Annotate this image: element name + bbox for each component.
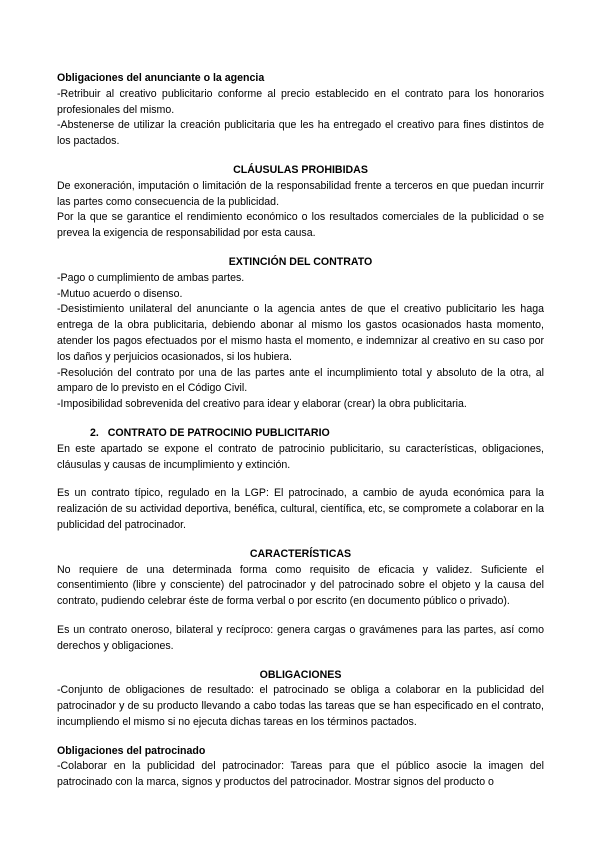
paragraph-exoneracion: De exoneración, imputación o limitación de la responsabilidad frente a terceros en que puedan incurrir las partes como consecuencia de la publicidad.: [57, 179, 544, 208]
heading-section-2: [57, 426, 544, 442]
heading-obligaciones: OBLIGACIONES: [259, 668, 342, 681]
list-item-imposibilidad: -Imposibilidad sobrevenida del creativo para idear y elaborar (crear) la obra publicitaria.: [57, 398, 467, 411]
paragraph-retribuir: -Retribuir al creativo publicitario conforme al precio establecido en el contrato para los honorarios profesionales del mismo.: [57, 87, 544, 116]
list-item-mutuo: -Mutuo acuerdo o disenso.: [57, 287, 183, 300]
section-number: 2.: [90, 426, 99, 439]
paragraph-resultado: -Conjunto de obligaciones de resultado: el patrocinado se obliga a colaborar en la publicidad del patrocinador y de su producto llevando a cabo todas las tareas que se han especificado en el contrato, incumpliendo el mismo si no ejecuta dichas tareas en los términos pactados.: [57, 684, 544, 728]
paragraph-rendimiento: Por la que se garantice el rendimiento económico o los resultados comerciales de la publicidad o se prevea la exigencia de responsabilidad por esta causa.: [57, 211, 544, 240]
paragraph-colaborar: -Colaborar en la publicidad del patrocinador: Tareas para que el público asocie la imagen del patrocinado con la marca, signos y productos del patrocinador. Mostrar signos del producto o: [57, 760, 544, 789]
heading-extincion: EXTINCIÓN DEL CONTRATO: [228, 255, 373, 268]
paragraph-definition: Es un contrato típico, regulado en la LGP: El patrocinado, a cambio de ayuda económica para la realización de su actividad deportiva, benéfica, cultural, científica, etc, se compromete a colaborar en la publicidad del patrocinador.: [57, 487, 544, 531]
paragraph-forma: No requiere de una determinada forma como requisito de eficacia y validez. Suficiente el consentimiento (libre y consciente) del patrocinador y del patrocinado sobre el objeto y la causa del contrato, pudiendo celebrar éste de forma verbal o por escrito (en documento público o privado).: [57, 563, 544, 608]
list-item-pago: -Pago o cumplimiento de ambas partes.: [57, 271, 245, 284]
paragraph-abstenerse: -Abstenerse de utilizar la creación publicitaria que les ha entregado el creativo para fines distintos de los pactados.: [57, 119, 544, 148]
heading-clausulas-prohibidas: CLÁUSULAS PROHIBIDAS: [233, 163, 368, 176]
paragraph-oneroso: Es un contrato oneroso, bilateral y recíproco: genera cargas o gravámenes para las partes, así como derechos y obligaciones.: [57, 623, 544, 652]
section-title: CONTRATO DE PATROCINIO PUBLICITARIO: [107, 426, 330, 439]
paragraph-intro: En este apartado se expone el contrato de patrocinio publicitario, su características, obligaciones, cláusulas y causas de incumplimiento y extinción.: [57, 442, 544, 471]
document-page: [57, 71, 544, 791]
heading-obligaciones-anunciante: Obligaciones del anunciante o la agencia: [57, 72, 265, 84]
heading-caracteristicas: CARACTERÍSTICAS: [249, 547, 352, 560]
heading-obligaciones-patrocinado: Obligaciones del patrocinado: [57, 744, 206, 757]
list-item-desistimiento: -Desistimiento unilateral del anunciante o la agencia antes de que el creativo publicitario les haga entrega de la obra publicitaria, debiendo abonar al mismo los gastos ocasionados hasta momento, atender los pagos efectuados por el mismo hasta el momento, e indemnizar al creativo en su caso por los daños y perjuicios ocasionados, si los hubiera.: [57, 303, 544, 363]
list-item-resolucion: -Resolución del contrato por una de las partes ante el incumplimiento total y absoluto de la otra, al amparo de lo previsto en el Código Civil.: [57, 366, 544, 395]
